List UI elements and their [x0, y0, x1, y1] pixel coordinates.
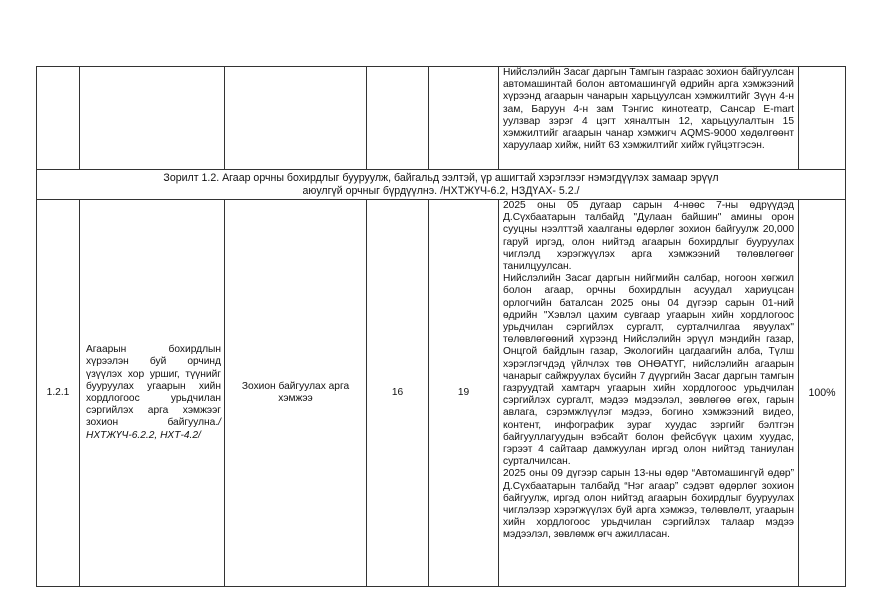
- indicator-reference: /НХТЖҮЧ-6.2.2, НХТ-4.2/: [86, 417, 221, 441]
- row-actual: 19: [429, 200, 499, 587]
- goal-line-1: Зорилт 1.2. Агаар орчны бохирдлыг бууруулж, байгальд ээлтэй, үр ашигтай хэрэглээг нэмэгдүүлэх замаар эрүүл: [163, 172, 719, 184]
- table-row: [37, 200, 846, 587]
- indicator-text: Агаарын бохирдлын хүрээлэн буй орчинд үзүүлэх хор уршиг, түүнийг бууруулах угаарын хийн хордлогоос урьдчилан сэргийлэх арга хэмжээг зохион байгуулна.: [86, 344, 221, 429]
- goal-heading: [37, 170, 846, 200]
- cell-empty-percent: [799, 67, 846, 170]
- row-measure: Зохион байгуулах арга хэмжээ: [225, 200, 367, 587]
- description-paragraph-3: 2025 оны 09 дүгээр сарын 13-ны өдөр “Автомашингүй өдөр” Д.Сүхбаатарын талбайд “Нэг агаар” сэдэвт өдөрлөг зохион байгуулж, иргэд олон нийтэд агаарын бохирдлыг бууруулах чиглэлээр хэрэгжүүлэх буй арга хэмжээ, төлөвлөлт, угаарын хийн хордлогоос урьдчилан сэргийлэх талаар мэдээ мэдээлэл, зөвлөмж өгч ажилласан.: [503, 468, 794, 541]
- goal-row: [37, 170, 846, 200]
- row-percent: 100%: [799, 200, 846, 587]
- cell-previous-description: Нийслэлийн Засаг даргын Тамгын газраас зохион байгуулсан автомашинтай болон автомашингүй өдрийн арга хэмжээний хүрээнд агаарын чанарын харьцуулсан хэмжилтийг Зүүн 4-н зам, Баруун 4-н зам Тэнгис кинотеатр, Сансар Е-mart уулзвар зэрэг 4 цэгт хяналтын 12, харьцуулалтын 15 хэмжилтийг агаарын чанар хэмжигч AQMS-9000 хөдөлгөөнт харуулаар хийж, нийт 63 хэмжилтийг хийж гүйцэтгэсэн.: [499, 67, 799, 170]
- row-indicator: [80, 200, 225, 587]
- description-paragraph-1: 2025 оны 05 дугаар сарын 4-нөөс 7-ны өдрүүдэд Д.Сүхбаатарын талбайд "Дулаан байшин" амины орон сууцны нээлттэй хаалганы өдөрлөг зохион байгуулж 20,000 гаруй иргэд, олон нийтэд агаарын бохирдлыг бууруулах чиглэлд хэрэгжүүлэх арга хэмжээний төлөвлөгөөг танилцуулсан.: [503, 200, 794, 273]
- report-page: [36, 66, 845, 587]
- cell-empty-indicator: [80, 67, 225, 170]
- row-number: 1.2.1: [37, 200, 80, 587]
- row-description: [499, 200, 799, 587]
- table-row-previous: [37, 67, 846, 170]
- report-table: [36, 66, 846, 587]
- cell-empty-number: [37, 67, 80, 170]
- row-baseline: 16: [367, 200, 429, 587]
- cell-empty-actual: [429, 67, 499, 170]
- cell-empty-measure: [225, 67, 367, 170]
- description-paragraph-2: Нийслэлийн Засаг даргын нийгмийн салбар, ногоон хөгжил болон агаар, орчны бохирдлын асуудал хариуцсан орлогчийн баталсан 2025 оны 04 дүгээр сарын 01-ний өдрийн "Хэвлэл цахим сувгаар угаарын хийн хордлогоос урьдчилан сэргийлэх сургалт, сурталчилгаа явуулах" төлөвлөгөөний хүрээнд Нийслэлийн эрүүл мэндийн газар, Онцгой байдлын газар, Экологийн цагдаагийн алба, Түлш хэрэглэгчдэд үйлчлэх төв ОНӨАТҮГ, нийслэлийн агаарын чанарыг сайжруулах бүсийн 7 дүүргийн Засаг даргын тамгын газруудтай хамтарч угаарын хийн хордлогоос урьдчилан сэргийлэх сургалт, мэдээ мэдээлэл, зөвлөгөө өгөх, гарын авлага, сэрэмжлүүлэг мэдээ, богино хэмжээний видео, контент, инфографик зураг хуудас зэргийг бэлтгэн байгууллагуудын вэбсайт болон фейсбүүк цахим хуудас, гэрээт 4 сайтаар дамжуулан иргэд олон нийтэд таниулан сурталчилсан.: [503, 273, 794, 468]
- goal-line-2: аюулгүй орчныг бүрдүүлнэ. /НХТЖҮЧ-6.2, НЗДҮАХ- 5.2./: [302, 184, 580, 197]
- cell-empty-baseline: [367, 67, 429, 170]
